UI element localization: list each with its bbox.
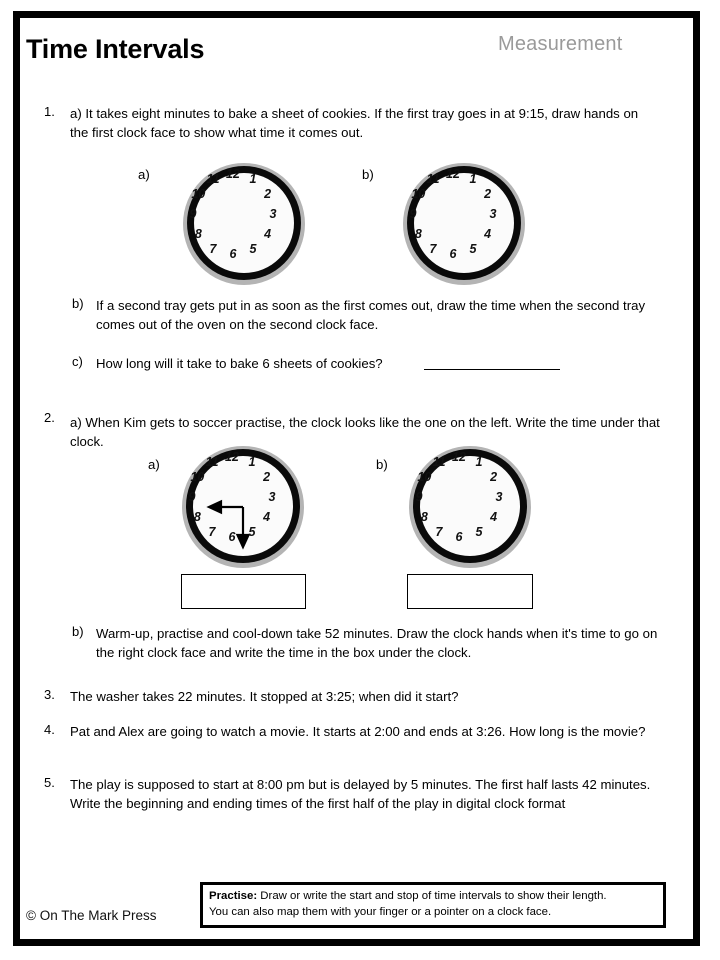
clock-numeral-12: 12 <box>225 450 239 464</box>
clock-numeral-6: 6 <box>229 247 237 261</box>
clock-numeral-10: 10 <box>190 470 205 484</box>
clock-numeral-2: 2 <box>264 187 272 201</box>
question-2a-text: a) When Kim gets to soccer practise, the clock looks like the one on the left. Write the time under that clock. <box>70 415 660 449</box>
clock-numeral-4: 4 <box>490 510 498 524</box>
question-2-number: 2. <box>44 410 55 425</box>
clock-numeral-7: 7 <box>209 241 217 256</box>
clock-numeral-9: 9 <box>189 207 197 221</box>
clock-face <box>194 173 294 273</box>
clock-numeral-3: 3 <box>489 207 497 221</box>
question-5-number: 5. <box>44 775 55 790</box>
clock-numeral-5: 5 <box>469 241 477 256</box>
question-1c-label: c) <box>72 354 83 369</box>
practise-text-1: Draw or write the start and stop of time intervals to show their length. <box>260 890 607 902</box>
clock-numeral-2: 2 <box>490 470 498 484</box>
clock-numeral-4: 4 <box>484 227 492 241</box>
clock-numeral-4: 4 <box>264 227 272 241</box>
clock-numeral-5: 5 <box>248 524 256 539</box>
clock-numeral-12: 12 <box>446 167 460 181</box>
q1c-answer-line[interactable] <box>424 369 560 370</box>
clock-numeral-8: 8 <box>420 510 428 524</box>
clock-numeral-11: 11 <box>432 455 446 470</box>
clock-numeral-8: 8 <box>194 227 202 241</box>
q2-answer-box-b[interactable] <box>407 574 533 609</box>
clock-numeral-9: 9 <box>415 490 423 504</box>
clock-face <box>420 456 520 556</box>
clock-numeral-6: 6 <box>455 530 463 544</box>
clock-numeral-11: 11 <box>205 455 219 470</box>
clock-numeral-1: 1 <box>475 455 483 470</box>
clock-numeral-6: 6 <box>449 247 457 261</box>
clock-numeral-1: 1 <box>248 455 256 470</box>
strand-label: Measurement <box>498 33 623 55</box>
copyright-notice: © On The Mark Press <box>26 908 157 923</box>
clock-numeral-8: 8 <box>414 227 422 241</box>
practise-label: Practise: <box>209 890 258 902</box>
question-2b-label: b) <box>72 624 84 639</box>
page-title: Time Intervals <box>26 34 205 64</box>
q2-clock-b[interactable] <box>409 446 531 568</box>
clock-numeral-10: 10 <box>411 187 426 201</box>
practise-line-1 <box>209 889 658 905</box>
q2-clock-b-label: b) <box>376 457 388 472</box>
q1-clock-b-label: b) <box>362 167 374 182</box>
clock-numeral-2: 2 <box>484 187 492 201</box>
clock-numeral-11: 11 <box>426 172 440 187</box>
clock-numeral-12: 12 <box>452 450 466 464</box>
clock-numeral-12: 12 <box>226 167 240 181</box>
question-1c-text: How long will it take to bake 6 sheets of cookies? <box>96 356 383 371</box>
clock-numeral-7: 7 <box>208 524 216 539</box>
question-5-text: The play is supposed to start at 8:00 pm but is delayed by 5 minutes. The first half lasts 42 minutes. Write the beginning and ending times of the first half of the play in digital clock format <box>70 777 651 811</box>
clock-numeral-1: 1 <box>249 172 257 187</box>
question-4-text: Pat and Alex are going to watch a movie. It starts at 2:00 and ends at 3:26. How long is the movie? <box>70 724 646 739</box>
q1-clock-a[interactable] <box>183 163 305 285</box>
clock-numeral-3: 3 <box>269 207 277 221</box>
clock-numeral-3: 3 <box>495 490 503 504</box>
clock-numeral-3: 3 <box>268 490 276 504</box>
clock-numeral-6: 6 <box>228 530 236 544</box>
question-1b-label: b) <box>72 296 84 311</box>
question-4-number: 4. <box>44 722 55 737</box>
question-1-number: 1. <box>44 104 55 119</box>
clock-hands <box>182 446 304 568</box>
practise-tip-box <box>200 882 666 928</box>
clock-numeral-9: 9 <box>409 207 417 221</box>
clock-numeral-7: 7 <box>435 524 443 539</box>
question-1a-text: a) It takes eight minutes to bake a sheet of cookies. If the first tray goes in at 9:15, draw hands on the first clock face to show what time it comes out. <box>70 106 639 140</box>
question-1b-text: If a second tray gets put in as soon as the first comes out, draw the time when the second tray comes out of the oven on the second clock face. <box>96 298 646 332</box>
question-2b-text: Warm-up, practise and cool-down take 52 minutes. Draw the clock hands when it's time to go on the right clock face and write the time in the box under the clock. <box>96 626 658 660</box>
clock-numeral-10: 10 <box>191 187 206 201</box>
clock-numeral-2: 2 <box>263 470 271 484</box>
q2-answer-box-a[interactable] <box>181 574 306 609</box>
clock-numeral-7: 7 <box>429 241 437 256</box>
q2-clock-a[interactable] <box>182 446 304 568</box>
clock-numeral-4: 4 <box>263 510 271 524</box>
q2-clock-a-label: a) <box>148 457 160 472</box>
q1-clock-a-label: a) <box>138 167 150 182</box>
q1-clock-b[interactable] <box>403 163 525 285</box>
clock-face <box>414 173 514 273</box>
clock-numeral-9: 9 <box>188 490 196 504</box>
clock-numeral-8: 8 <box>193 510 201 524</box>
clock-numeral-1: 1 <box>469 172 477 187</box>
clock-numeral-5: 5 <box>475 524 483 539</box>
question-3-number: 3. <box>44 687 55 702</box>
question-3-text: The washer takes 22 minutes. It stopped at 3:25; when did it start? <box>70 689 459 704</box>
clock-numeral-11: 11 <box>206 172 220 187</box>
clock-numeral-5: 5 <box>249 241 257 256</box>
practise-line-2: You can also map them with your finger or a pointer on a clock face. <box>209 905 552 918</box>
clock-numeral-10: 10 <box>417 470 432 484</box>
